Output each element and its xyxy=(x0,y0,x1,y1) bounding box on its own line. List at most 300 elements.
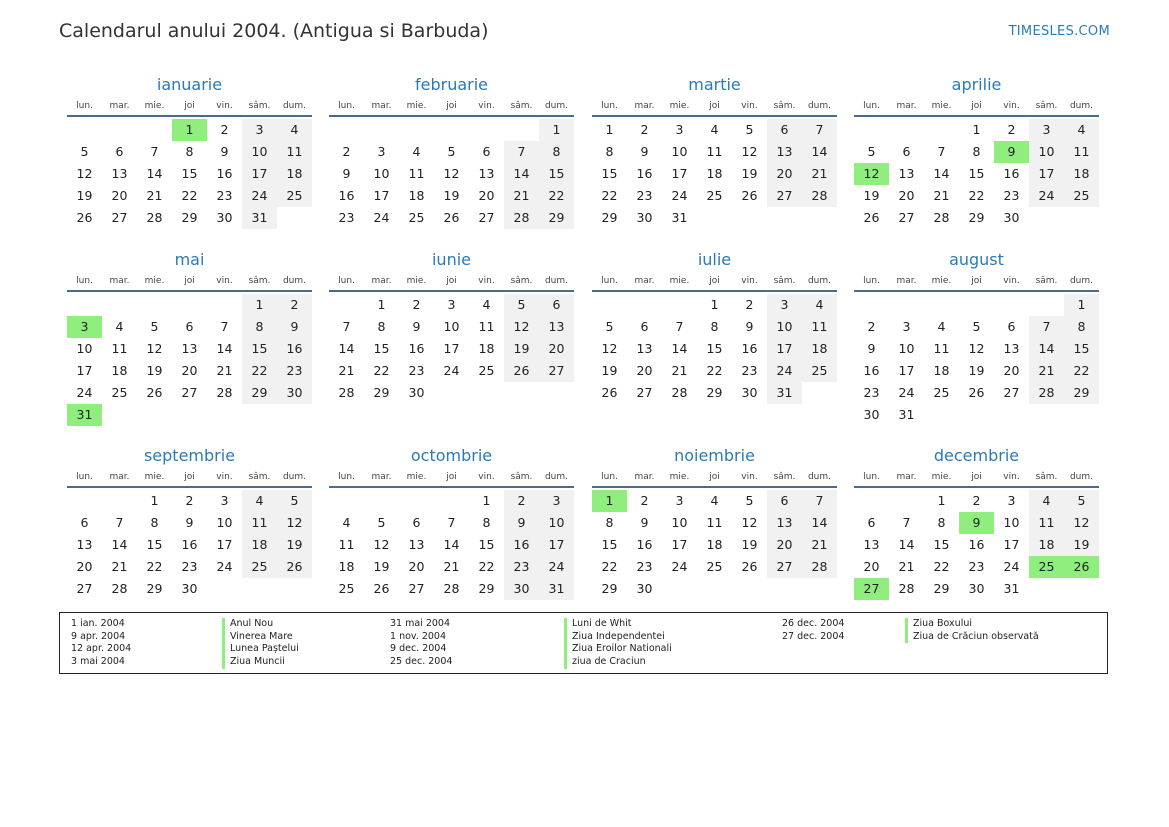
day-cell: 22 xyxy=(146,559,163,574)
day-cell: 12 xyxy=(277,512,312,534)
week-row xyxy=(592,207,837,229)
day-cell: 23 xyxy=(504,556,539,578)
day-cell: 2 xyxy=(504,490,539,512)
weekday-label: joi xyxy=(709,100,720,111)
header-rule xyxy=(854,486,1099,488)
day-cell: 20 xyxy=(898,188,915,203)
day-cell: 16 xyxy=(277,338,312,360)
day-cell: 22 xyxy=(539,185,574,207)
empty-cell xyxy=(924,294,959,316)
day-cell: 7 xyxy=(802,119,837,141)
day-cell: 3 xyxy=(902,319,911,334)
day-cell: 23 xyxy=(636,188,653,203)
week-row xyxy=(854,119,1099,141)
day-cell: 29 xyxy=(706,385,723,400)
weekday-header xyxy=(592,271,837,290)
day-cell: 12 xyxy=(146,341,163,356)
month-februarie xyxy=(329,74,574,229)
weekday-label: vin. xyxy=(216,471,233,482)
day-cell: 6 xyxy=(115,144,124,159)
day-cell: 13 xyxy=(181,341,198,356)
weekday-label: sâm. xyxy=(248,100,271,111)
day-cell: 26 xyxy=(146,385,163,400)
day-cell: 11 xyxy=(242,512,277,534)
weekday-label: dum. xyxy=(807,275,832,286)
day-cell: 25 xyxy=(706,559,723,574)
weekday-label: mar. xyxy=(109,275,130,286)
weekday-label: mie. xyxy=(931,275,952,286)
day-cell: 7 xyxy=(342,319,351,334)
day-cell: 5 xyxy=(745,122,754,137)
day-cell: 10 xyxy=(76,341,93,356)
day-cell: 27 xyxy=(898,210,915,225)
day-cell: 8 xyxy=(242,316,277,338)
day-cell: 8 xyxy=(937,515,946,530)
weekday-label: sâm. xyxy=(1035,275,1058,286)
day-cell: 19 xyxy=(76,188,93,203)
empty-cell xyxy=(172,404,207,426)
weekday-label: joi xyxy=(446,100,457,111)
week-row xyxy=(329,512,574,534)
day-cell: 13 xyxy=(76,537,93,552)
week-row xyxy=(67,207,312,229)
holiday-day-cell: 25 xyxy=(1029,556,1064,578)
day-cell: 11 xyxy=(1029,512,1064,534)
month-name: octombrie xyxy=(410,446,493,465)
day-cell: 13 xyxy=(636,341,653,356)
holiday-date: 9 apr. 2004 xyxy=(71,630,126,642)
week-row xyxy=(592,338,837,360)
day-cell: 1 xyxy=(605,122,614,137)
week-row xyxy=(67,141,312,163)
empty-cell xyxy=(207,578,242,600)
empty-cell xyxy=(889,119,924,141)
weekday-label: mie. xyxy=(144,275,165,286)
week-row xyxy=(854,556,1099,578)
day-cell: 29 xyxy=(539,207,574,229)
empty-cell xyxy=(277,207,312,229)
day-cell: 25 xyxy=(802,360,837,382)
empty-cell xyxy=(924,404,959,426)
day-cell: 1 xyxy=(937,493,946,508)
day-cell: 28 xyxy=(802,556,837,578)
day-cell: 3 xyxy=(447,297,456,312)
week-row xyxy=(67,294,312,316)
empty-cell xyxy=(994,294,1029,316)
empty-cell xyxy=(469,382,504,404)
empty-cell xyxy=(959,404,994,426)
day-cell: 16 xyxy=(636,166,653,181)
day-cell: 24 xyxy=(767,360,802,382)
week-row xyxy=(592,578,837,600)
day-cell: 12 xyxy=(504,316,539,338)
day-cell: 10 xyxy=(767,316,802,338)
weekday-label: sâm. xyxy=(510,275,533,286)
day-cell: 16 xyxy=(968,537,985,552)
weekday-header xyxy=(67,96,312,115)
day-cell: 3 xyxy=(377,144,386,159)
day-cell: 12 xyxy=(741,144,758,159)
day-cell: 27 xyxy=(767,185,802,207)
empty-cell xyxy=(67,119,102,141)
day-cell: 28 xyxy=(671,385,688,400)
day-cell: 21 xyxy=(504,185,539,207)
day-cell: 27 xyxy=(1003,385,1020,400)
day-cell: 21 xyxy=(933,188,950,203)
weekday-label: sâm. xyxy=(1035,471,1058,482)
day-cell: 2 xyxy=(745,297,754,312)
day-cell: 20 xyxy=(767,163,802,185)
day-cell: 4 xyxy=(482,297,491,312)
day-cell: 28 xyxy=(1029,382,1064,404)
empty-cell xyxy=(539,382,574,404)
day-cell: 22 xyxy=(1064,360,1099,382)
holiday-date: 1 nov. 2004 xyxy=(390,630,446,642)
week-row xyxy=(67,512,312,534)
day-cell: 13 xyxy=(478,166,495,181)
weekday-label: sâm. xyxy=(248,471,271,482)
day-cell: 15 xyxy=(968,166,985,181)
day-cell: 10 xyxy=(539,512,574,534)
week-row xyxy=(329,490,574,512)
site-link[interactable]: TIMESLES.COM xyxy=(1008,24,1110,39)
day-cell: 6 xyxy=(1007,319,1016,334)
month-august xyxy=(854,249,1099,426)
day-cell: 21 xyxy=(338,363,355,378)
weekday-header xyxy=(67,271,312,290)
day-cell: 24 xyxy=(1003,559,1020,574)
weekday-label: vin. xyxy=(741,275,758,286)
day-cell: 30 xyxy=(181,581,198,596)
day-cell: 13 xyxy=(539,316,574,338)
week-row xyxy=(592,382,837,404)
day-cell: 4 xyxy=(342,515,351,530)
day-cell: 14 xyxy=(111,537,128,552)
week-row xyxy=(854,404,1099,426)
day-cell: 24 xyxy=(671,188,688,203)
weekday-label: dum. xyxy=(544,100,569,111)
day-cell: 28 xyxy=(933,210,950,225)
day-cell: 21 xyxy=(802,163,837,185)
day-cell: 21 xyxy=(111,559,128,574)
day-cell: 28 xyxy=(338,385,355,400)
day-cell: 9 xyxy=(504,512,539,534)
day-cell: 6 xyxy=(867,515,876,530)
day-cell: 31 xyxy=(671,210,688,225)
day-cell: 29 xyxy=(968,210,985,225)
weekday-label: joi xyxy=(971,100,982,111)
empty-cell xyxy=(662,578,697,600)
day-cell: 12 xyxy=(443,166,460,181)
day-cell: 12 xyxy=(1064,512,1099,534)
day-cell: 7 xyxy=(937,144,946,159)
holiday-name: Ziua Independentei xyxy=(564,631,672,644)
holiday-date: 12 apr. 2004 xyxy=(71,643,132,655)
day-cell: 23 xyxy=(338,210,355,225)
holiday-day-cell: 31 xyxy=(67,404,102,426)
weekday-label: dum. xyxy=(282,100,307,111)
day-cell: 21 xyxy=(802,534,837,556)
week-row xyxy=(854,338,1099,360)
weekday-label: mie. xyxy=(669,471,690,482)
day-cell: 18 xyxy=(338,559,355,574)
week-row xyxy=(329,382,574,404)
weekday-label: sâm. xyxy=(1035,100,1058,111)
day-cell: 26 xyxy=(741,188,758,203)
weekday-label: dum. xyxy=(807,471,832,482)
weekday-label: vin. xyxy=(1003,100,1020,111)
legend-date-column xyxy=(71,618,131,669)
day-cell: 9 xyxy=(342,166,351,181)
holiday-name: Luni de Whit xyxy=(564,618,672,631)
day-cell: 7 xyxy=(115,515,124,530)
weekday-label: mar. xyxy=(371,100,392,111)
day-cell: 12 xyxy=(76,166,93,181)
empty-cell xyxy=(802,382,837,404)
day-cell: 25 xyxy=(478,363,495,378)
legend-name-column xyxy=(564,618,672,669)
day-cell: 7 xyxy=(504,141,539,163)
holiday-legend xyxy=(59,612,1108,674)
day-cell: 12 xyxy=(968,341,985,356)
day-cell: 27 xyxy=(111,210,128,225)
day-cell: 14 xyxy=(898,537,915,552)
month-septembrie xyxy=(67,445,312,600)
day-cell: 27 xyxy=(76,581,93,596)
empty-cell xyxy=(767,207,802,229)
day-cell: 11 xyxy=(277,141,312,163)
day-cell: 29 xyxy=(242,382,277,404)
day-cell: 23 xyxy=(636,559,653,574)
week-row xyxy=(329,294,574,316)
day-cell: 23 xyxy=(968,559,985,574)
day-cell: 5 xyxy=(150,319,159,334)
week-row xyxy=(592,360,837,382)
day-cell: 10 xyxy=(443,319,460,334)
weekday-label: mie. xyxy=(406,275,427,286)
day-cell: 23 xyxy=(277,360,312,382)
day-cell: 22 xyxy=(968,188,985,203)
day-cell: 17 xyxy=(671,537,688,552)
empty-cell xyxy=(399,119,434,141)
day-cell: 14 xyxy=(443,537,460,552)
day-cell: 9 xyxy=(640,515,649,530)
day-cell: 4 xyxy=(242,490,277,512)
day-cell: 24 xyxy=(216,559,233,574)
day-cell: 16 xyxy=(741,341,758,356)
week-row xyxy=(67,578,312,600)
weekday-label: vin. xyxy=(478,100,495,111)
week-row xyxy=(329,316,574,338)
day-cell: 11 xyxy=(706,515,723,530)
day-cell: 8 xyxy=(1064,316,1099,338)
empty-cell xyxy=(102,294,137,316)
weekday-label: mar. xyxy=(896,471,917,482)
day-cell: 24 xyxy=(373,210,390,225)
holiday-day-cell: 3 xyxy=(67,316,102,338)
empty-cell xyxy=(1029,294,1064,316)
month-name: septembrie xyxy=(143,446,236,465)
empty-cell xyxy=(662,294,697,316)
day-cell: 17 xyxy=(767,338,802,360)
weekday-label: vin. xyxy=(741,471,758,482)
day-cell: 8 xyxy=(605,515,614,530)
weekday-header xyxy=(854,96,1099,115)
empty-cell xyxy=(137,119,172,141)
weekday-label: joi xyxy=(446,471,457,482)
day-cell: 18 xyxy=(277,163,312,185)
month-iulie xyxy=(592,249,837,404)
day-cell: 17 xyxy=(1029,163,1064,185)
day-cell: 22 xyxy=(933,559,950,574)
day-cell: 24 xyxy=(898,385,915,400)
day-cell: 31 xyxy=(898,407,915,422)
empty-cell xyxy=(102,404,137,426)
day-cell: 4 xyxy=(937,319,946,334)
holiday-name: ziua de Craciun xyxy=(564,656,672,669)
day-cell: 24 xyxy=(242,185,277,207)
weekday-label: vin. xyxy=(1003,471,1020,482)
weekday-label: mar. xyxy=(371,275,392,286)
day-cell: 15 xyxy=(478,537,495,552)
day-cell: 10 xyxy=(1029,141,1064,163)
empty-cell xyxy=(697,207,732,229)
day-cell: 2 xyxy=(972,493,981,508)
day-cell: 19 xyxy=(741,166,758,181)
empty-cell xyxy=(137,404,172,426)
day-cell: 10 xyxy=(373,166,390,181)
day-cell: 10 xyxy=(671,515,688,530)
week-row xyxy=(592,512,837,534)
day-cell: 5 xyxy=(504,294,539,316)
week-row xyxy=(854,512,1099,534)
day-cell: 6 xyxy=(640,319,649,334)
day-cell: 14 xyxy=(802,141,837,163)
day-cell: 3 xyxy=(675,122,684,137)
day-cell: 3 xyxy=(220,493,229,508)
header-rule xyxy=(67,290,312,292)
day-cell: 17 xyxy=(216,537,233,552)
day-cell: 19 xyxy=(146,363,163,378)
day-cell: 28 xyxy=(216,385,233,400)
legend-name-column xyxy=(222,618,299,669)
empty-cell xyxy=(854,490,889,512)
week-row xyxy=(854,163,1099,185)
month-aprilie xyxy=(854,74,1099,229)
day-cell: 27 xyxy=(767,556,802,578)
holiday-day-cell: 27 xyxy=(854,578,889,600)
month-ianuarie xyxy=(67,74,312,229)
day-cell: 30 xyxy=(277,382,312,404)
day-cell: 24 xyxy=(76,385,93,400)
day-cell: 2 xyxy=(1007,122,1016,137)
weekday-label: dum. xyxy=(544,275,569,286)
month-name: august xyxy=(949,250,1004,269)
week-row xyxy=(854,294,1099,316)
holiday-date: 26 dec. 2004 xyxy=(782,618,845,629)
day-cell: 4 xyxy=(1064,119,1099,141)
day-cell: 5 xyxy=(377,515,386,530)
day-cell: 1 xyxy=(150,493,159,508)
day-cell: 16 xyxy=(408,341,425,356)
day-cell: 13 xyxy=(767,512,802,534)
day-cell: 4 xyxy=(412,144,421,159)
month-noiembrie xyxy=(592,445,837,600)
weekday-label: mar. xyxy=(634,100,655,111)
day-cell: 10 xyxy=(1003,515,1020,530)
weekday-label: lun. xyxy=(76,100,93,111)
day-cell: 4 xyxy=(802,294,837,316)
week-row xyxy=(67,185,312,207)
day-cell: 13 xyxy=(767,141,802,163)
day-cell: 15 xyxy=(933,537,950,552)
day-cell: 15 xyxy=(706,341,723,356)
legend-name-column xyxy=(905,618,1039,643)
day-cell: 29 xyxy=(181,210,198,225)
week-row xyxy=(67,119,312,141)
weekday-label: joi xyxy=(184,100,195,111)
week-row xyxy=(67,316,312,338)
day-cell: 17 xyxy=(373,188,390,203)
day-cell: 5 xyxy=(605,319,614,334)
day-cell: 2 xyxy=(867,319,876,334)
day-cell: 22 xyxy=(242,360,277,382)
day-cell: 16 xyxy=(504,534,539,556)
weekday-label: mie. xyxy=(669,275,690,286)
day-cell: 25 xyxy=(242,556,277,578)
day-cell: 9 xyxy=(867,341,876,356)
day-cell: 9 xyxy=(277,316,312,338)
month-name: decembrie xyxy=(933,446,1020,465)
day-cell: 18 xyxy=(478,341,495,356)
day-cell: 6 xyxy=(185,319,194,334)
holiday-day-cell: 9 xyxy=(959,512,994,534)
day-cell: 30 xyxy=(504,578,539,600)
day-cell: 4 xyxy=(1029,490,1064,512)
empty-cell xyxy=(102,490,137,512)
day-cell: 16 xyxy=(1003,166,1020,181)
holiday-day-cell: 1 xyxy=(172,119,207,141)
day-cell: 20 xyxy=(1003,363,1020,378)
day-cell: 18 xyxy=(933,363,950,378)
week-row xyxy=(329,338,574,360)
day-cell: 17 xyxy=(671,166,688,181)
day-cell: 4 xyxy=(277,119,312,141)
holiday-name: Vinerea Mare xyxy=(222,631,299,644)
day-cell: 23 xyxy=(181,559,198,574)
month-octombrie xyxy=(329,445,574,600)
day-cell: 25 xyxy=(277,185,312,207)
weekday-label: sâm. xyxy=(248,275,271,286)
weekday-label: lun. xyxy=(601,275,618,286)
week-row xyxy=(67,556,312,578)
day-cell: 11 xyxy=(478,319,495,334)
weekday-label: mar. xyxy=(109,471,130,482)
day-cell: 1 xyxy=(539,119,574,141)
empty-cell xyxy=(1064,207,1099,229)
week-row xyxy=(329,119,574,141)
day-cell: 3 xyxy=(1007,493,1016,508)
weekday-label: lun. xyxy=(338,275,355,286)
holiday-name: Ziua Muncii xyxy=(222,656,299,669)
day-cell: 6 xyxy=(80,515,89,530)
empty-cell xyxy=(364,119,399,141)
day-cell: 15 xyxy=(601,166,618,181)
day-cell: 2 xyxy=(640,493,649,508)
week-row xyxy=(329,185,574,207)
day-cell: 20 xyxy=(478,188,495,203)
weekday-label: dum. xyxy=(282,471,307,482)
